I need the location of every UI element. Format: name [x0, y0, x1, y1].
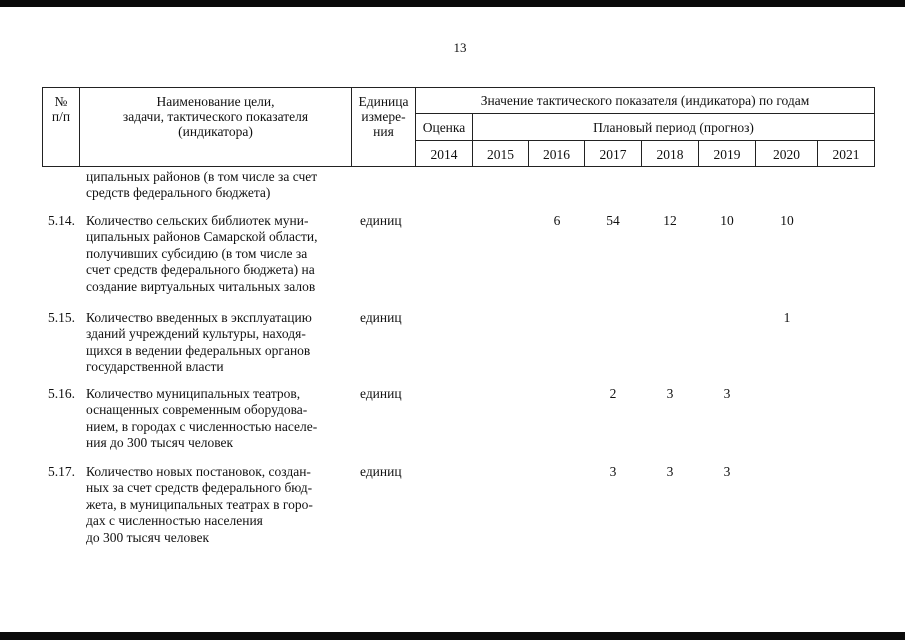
bottom-scan-border — [0, 632, 905, 640]
header-col-values — [415, 87, 875, 114]
year-2016: 2016 — [543, 147, 570, 162]
row-number: 5.15. — [48, 310, 75, 325]
header-plan-period-text: Плановый период (прогноз) — [593, 120, 754, 135]
header-estimate-text: Оценка — [422, 120, 466, 135]
year-2019: 2019 — [713, 147, 741, 162]
row-unit: единиц — [360, 213, 402, 228]
header-col-unit-text: Единица измере- ния — [358, 94, 409, 139]
year-2020: 2020 — [773, 147, 800, 162]
row-unit: единиц — [360, 386, 402, 401]
row-value-2017: 2 — [609, 386, 617, 401]
header-year-2014 — [415, 140, 473, 167]
header-year-2016 — [528, 140, 585, 167]
header-col-name — [79, 87, 352, 167]
header-year-2017 — [584, 140, 642, 167]
header-year-2021 — [817, 140, 875, 167]
header-col-unit — [351, 87, 416, 167]
row-unit: единиц — [360, 310, 402, 325]
header-col-name-text: Наименование цели, задачи, тактического показателя (индикатора) — [122, 94, 309, 139]
row-value-2019: 3 — [723, 386, 731, 401]
year-2021: 2021 — [832, 147, 860, 162]
row-value-2020: 10 — [780, 213, 794, 228]
row-value-2019: 3 — [723, 464, 731, 479]
row-unit: единиц — [360, 464, 402, 479]
row-name: Количество введенных в эксплуатацию зданий учреждений культуры, находя- щихся в ведении федеральных органов государственной власти — [86, 310, 312, 375]
continuation-text: ципальных районов (в том числе за счет средств федерального бюджета) — [86, 169, 318, 201]
top-scan-border — [0, 0, 905, 7]
header-col-number-text: № п/п — [51, 94, 71, 124]
page-number: 13 — [453, 40, 467, 55]
row-number: 5.16. — [48, 386, 75, 401]
header-year-2018 — [641, 140, 699, 167]
row-name: Количество новых постановок, создан- ных за счет средств федерального бюд- жета, в муниципальных театрах в горо- дах с численностью населения до 300 тысяч человек — [86, 464, 313, 545]
header-col-number — [42, 87, 80, 167]
header-col-values-text: Значение тактического показателя (индикатора) по годам — [480, 93, 810, 108]
row-value-2020: 1 — [783, 310, 791, 325]
row-value-2018: 3 — [666, 386, 674, 401]
header-estimate — [415, 113, 473, 141]
header-year-2019 — [698, 140, 756, 167]
row-number: 5.14. — [48, 213, 75, 228]
row-name: Количество муниципальных театров, оснащенных современным оборудова- нием, в городах с численностью населе- ния до 300 тысяч человек — [86, 386, 318, 451]
header-year-2020 — [755, 140, 818, 167]
row-value-2017: 3 — [609, 464, 617, 479]
header-plan-period — [472, 113, 875, 141]
year-2015: 2015 — [487, 147, 514, 162]
year-2017: 2017 — [599, 147, 627, 162]
row-number: 5.17. — [48, 464, 75, 479]
row-name: Количество сельских библиотек муни- ципальных районов Самарской области, получивших субсидию (в том числе за счет средств федерального бюджета) на создание виртуальных читальных залов — [86, 213, 318, 294]
row-value-2018: 12 — [663, 213, 677, 228]
year-2014: 2014 — [430, 147, 458, 162]
row-value-2018: 3 — [666, 464, 674, 479]
row-value-2019: 10 — [720, 213, 734, 228]
header-year-2015 — [472, 140, 529, 167]
year-2018: 2018 — [656, 147, 684, 162]
row-value-2017: 54 — [606, 213, 620, 228]
row-value-2016: 6 — [553, 213, 561, 228]
